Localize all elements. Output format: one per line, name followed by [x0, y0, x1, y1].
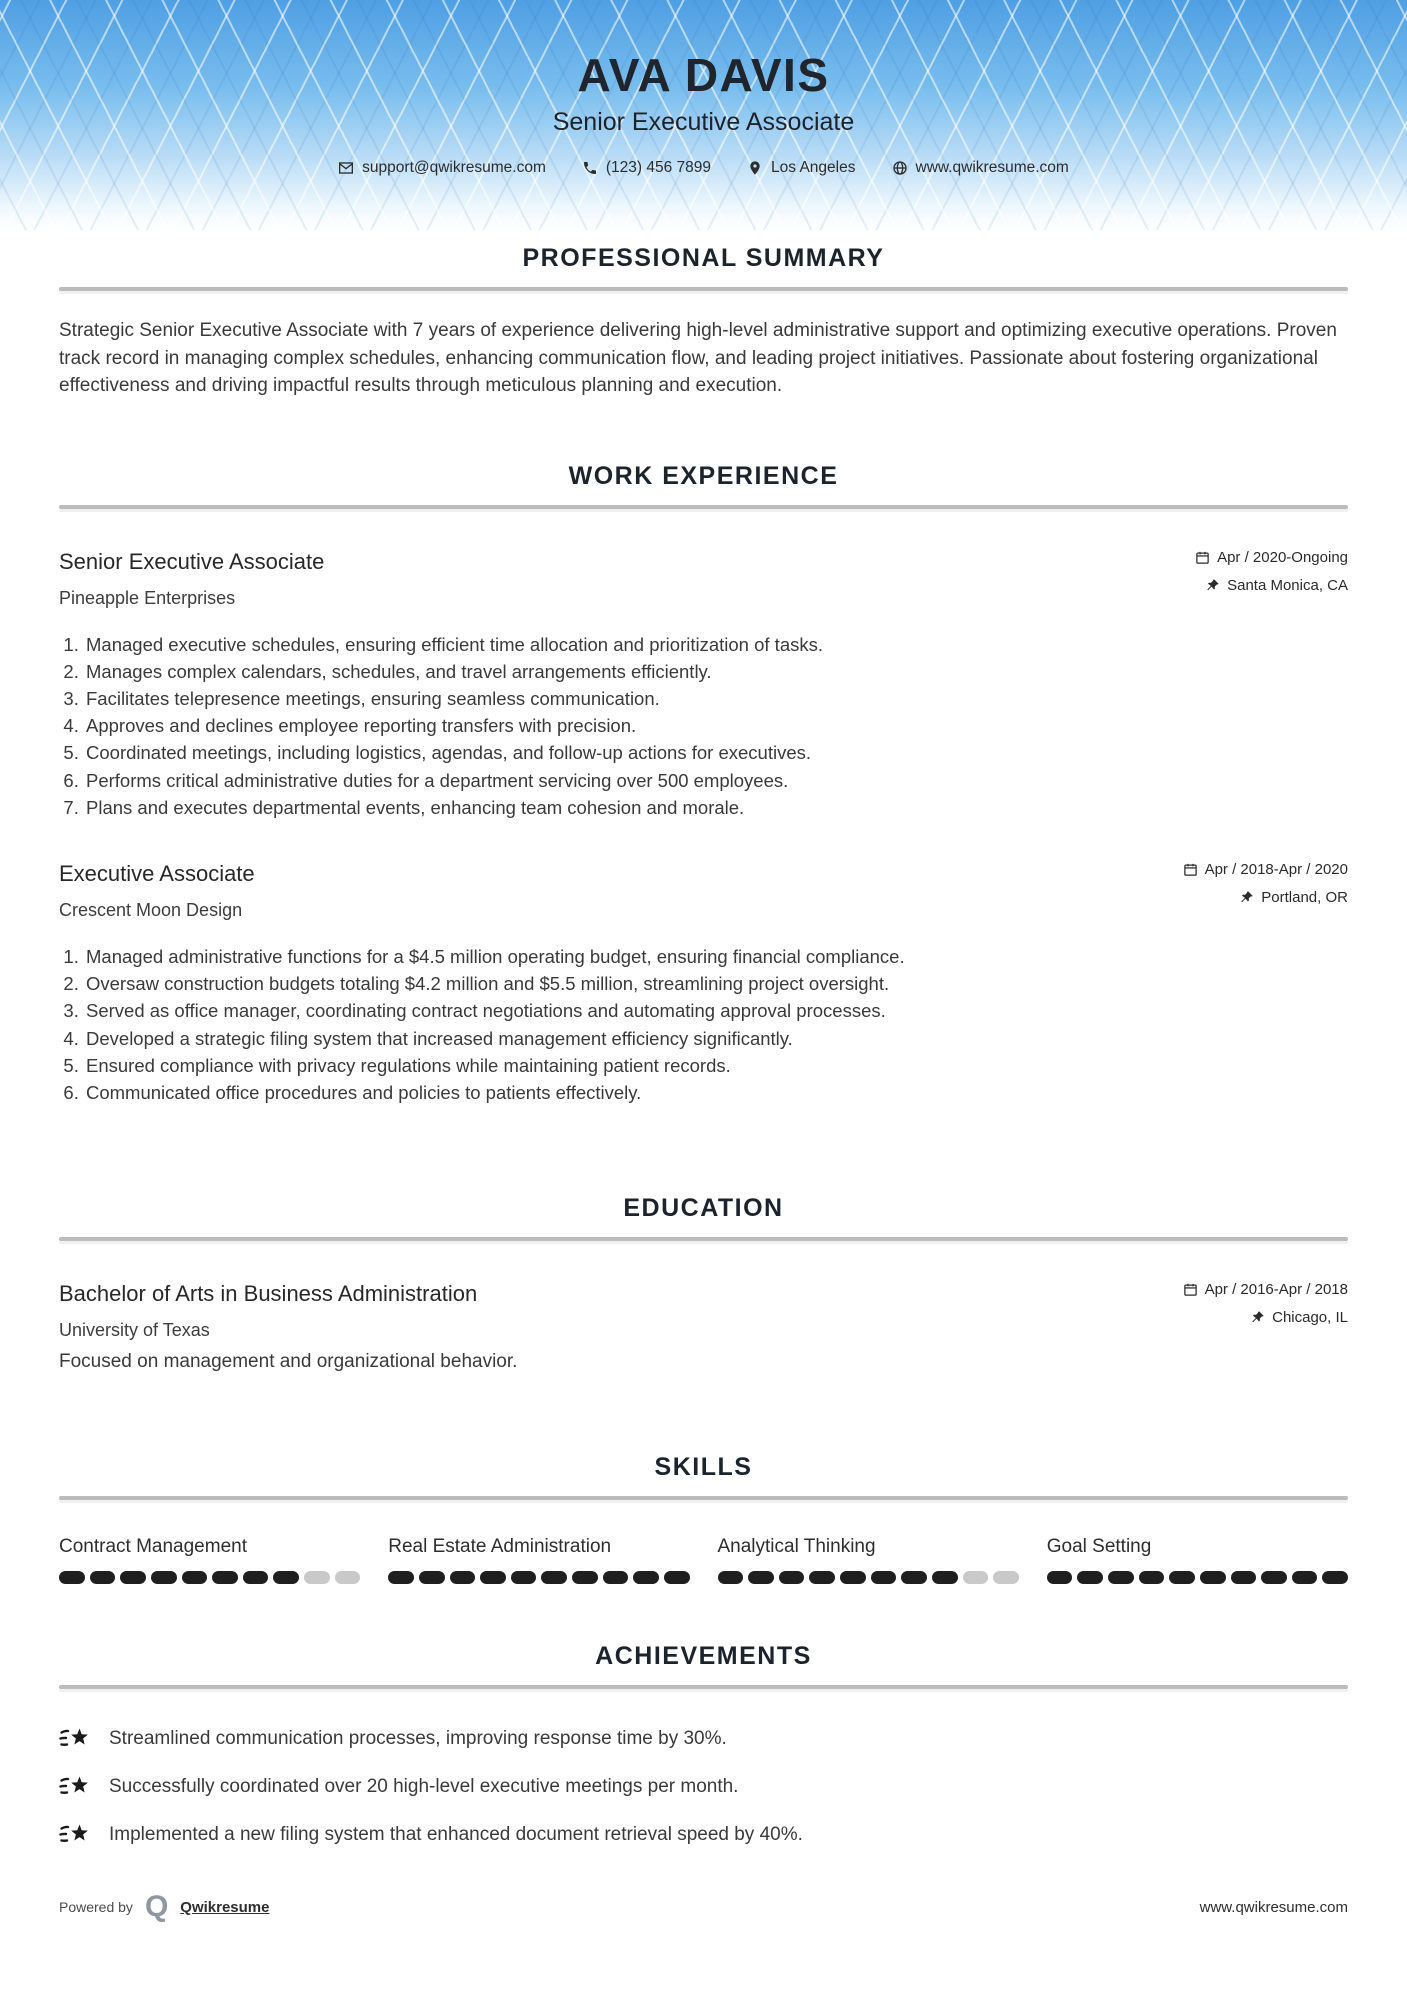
contact-email[interactable]: [338, 159, 546, 177]
skill-level-segment: [779, 1571, 805, 1584]
skill-level-segment: [120, 1571, 146, 1584]
skill-level-segment: [450, 1571, 476, 1584]
job-header: [59, 861, 1348, 921]
phone-icon: [582, 160, 598, 176]
job-company: Crescent Moon Design: [59, 899, 243, 920]
shooting-star-icon: [59, 1821, 91, 1848]
shooting-star-icon: [59, 1725, 91, 1752]
skill-label: Goal Setting: [1046, 1536, 1152, 1558]
skill-level-segment: [151, 1571, 177, 1584]
education-left: [59, 1281, 477, 1341]
skill-level-segment: [1231, 1571, 1257, 1584]
footer-website-link[interactable]: www.qwikresume.com: [1199, 1898, 1348, 1916]
skill-level-segment: [388, 1571, 414, 1584]
skill-level-segment: [1261, 1571, 1287, 1584]
achievement-item: [59, 1773, 1348, 1800]
job-entry: [59, 549, 1348, 821]
job-dates: Apr / 2020-Ongoing: [1217, 548, 1348, 566]
candidate-name: AVA DAVIS: [577, 49, 830, 101]
education-meta: [1183, 1281, 1348, 1337]
achievement-text: Successfully coordinated over 20 high-level executive meetings per month.: [109, 1775, 739, 1797]
education-location: Chicago, IL: [1272, 1309, 1348, 1327]
skill-level-segment: [718, 1571, 744, 1584]
section-divider: [59, 1685, 1348, 1689]
contact-website-text[interactable]: www.qwikresume.com: [915, 159, 1069, 176]
skill-level-segment: [1108, 1571, 1134, 1584]
section-divider: [59, 287, 1348, 291]
job-bullet: 6. Communicated office procedures and policies to patients effectively.: [84, 1079, 1348, 1106]
contact-email-text[interactable]: support@qwikresume.com: [362, 159, 546, 176]
education-entry: [59, 1281, 1348, 1373]
resume-body: [0, 244, 1407, 1848]
education-dates-row: [1183, 1281, 1348, 1298]
achievement-item: [59, 1821, 1348, 1848]
skill-level-segment: [901, 1571, 927, 1584]
skill-level-segment: [1292, 1571, 1318, 1584]
achievement-item: [59, 1725, 1348, 1752]
skills-heading: SKILLS: [654, 1453, 753, 1482]
skill-level-segment: [963, 1571, 989, 1584]
skill-level-segment: [1139, 1571, 1165, 1584]
skill-level-segment: [59, 1571, 85, 1584]
job-bullet: 7. Plans and executes departmental events, enhancing team cohesion and morale.: [84, 794, 1348, 821]
skill-level-segment: [1047, 1571, 1073, 1584]
job-entry: [59, 861, 1348, 1106]
skill-level-segment: [212, 1571, 238, 1584]
education-heading: EDUCATION: [623, 1194, 784, 1223]
skill-level-segment: [633, 1571, 659, 1584]
skill-level-segment: [273, 1571, 299, 1584]
work-heading: WORK EXPERIENCE: [568, 461, 839, 490]
job-bullet: 3. Served as office manager, coordinating contract negotiations and automating approval processes.: [84, 997, 1348, 1024]
header-banner: [0, 0, 1407, 230]
skill-level-segment: [335, 1571, 361, 1584]
skill-level-segment: [664, 1571, 690, 1584]
contact-website[interactable]: [892, 159, 1069, 177]
achievements-heading: ACHIEVEMENTS: [595, 1642, 812, 1671]
job-bullet-list: [59, 943, 1348, 1106]
job-bullet: 1. Managed executive schedules, ensuring efficient time allocation and prioritization of tasks.: [84, 631, 1348, 658]
skill-label: Analytical Thinking: [717, 1536, 876, 1558]
skill-level-segment: [1169, 1571, 1195, 1584]
skill-level-segment: [1322, 1571, 1348, 1584]
candidate-title: Senior Executive Associate: [552, 108, 855, 136]
skill-level-segment: [603, 1571, 629, 1584]
calendar-icon: [1183, 862, 1198, 877]
job-left: [59, 861, 255, 921]
skill-item: [1047, 1536, 1348, 1584]
job-header: [59, 549, 1348, 609]
job-bullet: 2. Manages complex calendars, schedules, and travel arrangements efficiently.: [84, 658, 1348, 685]
job-bullet: 2. Oversaw construction budgets totaling $4.2 million and $5.5 million, streamlining project oversight.: [84, 970, 1348, 997]
skill-level-segment: [1077, 1571, 1103, 1584]
section-divider: [59, 505, 1348, 509]
summary-heading: PROFESSIONAL SUMMARY: [522, 244, 885, 272]
job-location: Portland, OR: [1261, 888, 1348, 906]
skill-item: [718, 1536, 1019, 1584]
contact-phone: [582, 159, 711, 177]
section-divider: [59, 1237, 1348, 1241]
job-dates-row: [1195, 549, 1348, 566]
contact-phone-text: (123) 456 7899: [605, 159, 712, 176]
pushpin-icon: [1205, 578, 1220, 593]
job-bullet: 5. Coordinated meetings, including logistics, agendas, and follow-up actions for executives.: [84, 739, 1348, 766]
skill-level-segment: [871, 1571, 897, 1584]
qwikresume-link[interactable]: Qwikresume: [180, 1898, 270, 1916]
calendar-icon: [1183, 1282, 1198, 1297]
achievements-list: [59, 1725, 1348, 1848]
job-location-row: [1195, 577, 1348, 594]
section-work-experience: [59, 462, 1348, 1106]
skill-level-segment: [748, 1571, 774, 1584]
job-meta: [1183, 861, 1348, 917]
job-dates-row: [1183, 861, 1348, 878]
job-bullet: 5. Ensured compliance with privacy regulations while maintaining patient records.: [84, 1052, 1348, 1079]
job-company: Pineapple Enterprises: [59, 587, 236, 608]
job-title: Executive Associate: [59, 860, 255, 886]
skill-level-segment: [419, 1571, 445, 1584]
job-location-row: [1183, 889, 1348, 906]
powered-by-label: Powered by: [59, 1899, 133, 1915]
section-divider: [59, 1496, 1348, 1500]
education-degree: Bachelor of Arts in Business Administration: [59, 1281, 478, 1307]
section-summary: [59, 244, 1348, 400]
skill-level-bar: [59, 1571, 360, 1584]
skill-label: Real Estate Administration: [388, 1536, 612, 1558]
skill-level-segment: [243, 1571, 269, 1584]
skill-level-segment: [541, 1571, 567, 1584]
skills-grid: [59, 1536, 1348, 1584]
pushpin-icon: [1239, 890, 1254, 905]
skill-level-segment: [809, 1571, 835, 1584]
skill-level-segment: [993, 1571, 1019, 1584]
envelope-icon: [338, 160, 354, 176]
job-bullet-list: [59, 631, 1348, 821]
skill-level-segment: [90, 1571, 116, 1584]
education-location-row: [1183, 1309, 1348, 1326]
skill-level-bar: [718, 1571, 1019, 1584]
achievement-text: Streamlined communication processes, improving response time by 30%.: [109, 1727, 727, 1749]
education-header: [59, 1281, 1348, 1341]
skill-label: Contract Management: [59, 1536, 247, 1558]
skill-level-segment: [182, 1571, 208, 1584]
section-achievements: [59, 1642, 1348, 1848]
job-dates: Apr / 2018-Apr / 2020: [1204, 860, 1348, 878]
section-skills: [59, 1453, 1348, 1584]
skill-item: [59, 1536, 360, 1584]
pushpin-icon: [1250, 1310, 1265, 1325]
qwikresume-logo: Q: [144, 1890, 169, 1923]
education-description: Focused on management and organizational behavior.: [59, 1351, 518, 1373]
shooting-star-icon: [59, 1773, 91, 1800]
job-left: [59, 549, 324, 609]
contact-row: [0, 159, 1407, 177]
skill-level-segment: [511, 1571, 537, 1584]
job-bullet: 6. Performs critical administrative duties for a department servicing over 500 employees.: [84, 767, 1348, 794]
job-title: Senior Executive Associate: [59, 548, 325, 574]
job-location: Santa Monica, CA: [1227, 576, 1348, 594]
skill-level-segment: [932, 1571, 958, 1584]
contact-location-text: Los Angeles: [771, 159, 856, 176]
job-bullet: 4. Developed a strategic filing system that increased management efficiency significantly.: [84, 1025, 1348, 1052]
skill-item: [388, 1536, 689, 1584]
page-footer: [59, 1892, 1348, 1922]
skill-level-segment: [480, 1571, 506, 1584]
job-bullet: 3. Facilitates telepresence meetings, ensuring seamless communication.: [84, 685, 1348, 712]
job-meta: [1195, 549, 1348, 605]
achievement-text: Implemented a new filing system that enhanced document retrieval speed by 40%.: [109, 1823, 803, 1845]
location-pin-icon: [747, 160, 763, 176]
skill-level-bar: [1047, 1571, 1348, 1584]
education-school: University of Texas: [59, 1320, 210, 1341]
skill-level-segment: [304, 1571, 330, 1584]
skill-level-segment: [840, 1571, 866, 1584]
skill-level-bar: [388, 1571, 689, 1584]
powered-by: [59, 1892, 270, 1922]
skill-level-segment: [572, 1571, 598, 1584]
job-bullet: 4. Approves and declines employee reporting transfers with precision.: [84, 712, 1348, 739]
globe-icon: [892, 160, 908, 176]
skill-level-segment: [1200, 1571, 1226, 1584]
job-bullet: 1. Managed administrative functions for a $4.5 million operating budget, ensuring financial compliance.: [84, 943, 1348, 970]
summary-text: Strategic Senior Executive Associate with 7 years of experience delivering high-level administrative support and optimizing executive operations. Proven track record in managing complex schedules, enhancing communication flow, and leading project initiatives. Passionate about fostering organizational effectiveness and driving impactful results through meticulous planning and execution.: [59, 320, 1337, 397]
section-education: [59, 1194, 1348, 1373]
contact-location: [747, 159, 855, 177]
education-dates: Apr / 2016-Apr / 2018: [1204, 1281, 1348, 1299]
calendar-icon: [1195, 550, 1210, 565]
